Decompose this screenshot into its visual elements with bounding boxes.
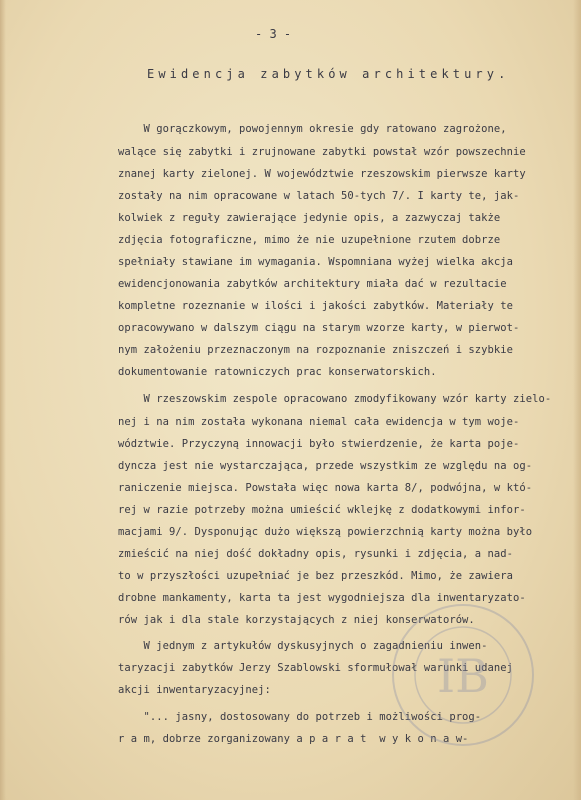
text-line: dokumentowanie ratowniczych prac konserwatorskich. [118, 366, 437, 378]
text-line: dyncza jest nie wystarczająca, przede wszystkim ze względu na og- [118, 460, 533, 472]
text-line: zdjęcia fotograficzne, mimo że nie uzupełnione rzutem dobrze [118, 234, 501, 246]
text-line: W gorączkowym, powojennym okresie gdy ratowano zagrożone, [118, 123, 507, 135]
page-title: Ewidencja zabytków architektury. [147, 67, 510, 81]
text-line: W jednym z artykułów dyskusyjnych o zagadnieniu inwen- [118, 640, 488, 652]
text-line: taryzacji zabytków Jerzy Szablowski sformułował warunki udanej [118, 662, 514, 674]
page-number: - 3 - [255, 27, 292, 41]
text-line: ewidencjonowania zabytków architektury miała dać w rezultacie [118, 278, 507, 290]
text-line: akcji inwentaryzacyjnej: [118, 684, 271, 696]
text-line: zostały na nim opracowane w latach 50-tych 7/. I karty te, jak- [118, 190, 520, 202]
paper-edge-right [573, 0, 581, 800]
text-line: wództwie. Przyczyną innowacji było stwierdzenie, że karta poje- [118, 438, 520, 450]
text-line: walące się zabytki i zrujnowane zabytki powstał wzór powszechnie [118, 146, 526, 158]
svg-text:IB: IB [437, 649, 489, 703]
text-line: opracowywano w dalszym ciągu na starym wzorze karty, w pierwot- [118, 322, 520, 334]
text-line: nej i na nim została wykonana niemal cała ewidencja w tym woje- [118, 416, 520, 428]
text-line: raniczenie miejsca. Powstała więc nowa karta 8/, podwójna, w któ- [118, 482, 533, 494]
text-line: kolwiek z reguły zawierające jedynie opis, a zazwyczaj także [118, 212, 501, 224]
stamp-seal-icon [388, 600, 538, 750]
text-line: "... jasny, dostosowany do potrzeb i możliwości prog- [118, 711, 482, 723]
text-line: nym założeniu przeznaczonym na rozpoznanie zniszczeń i szybkie [118, 344, 514, 356]
text-line: zmieścić na niej dość dokładny opis, rysunki i zdjęcia, a nad- [118, 548, 514, 560]
library-stamp [388, 600, 538, 750]
text-line: znanej karty zielonej. W województwie rzeszowskim pierwsze karty [118, 168, 526, 180]
text-line: spełniały stawiane im wymagania. Wspomniana wyżej wielka akcja [118, 256, 514, 268]
text-line: r a m, dobrze zorganizowany a p a r a t w y k o n a w- [118, 733, 469, 745]
text-line: macjami 9/. Dysponując dużo większą powierzchnią karty można było [118, 526, 533, 538]
text-line: to w przyszłości uzupełniać je bez przeszkód. Mimo, że zawiera [118, 570, 514, 582]
paper-edge-left [0, 0, 6, 800]
text-line: rej w razie potrzeby można umieścić wklejkę z dodatkowymi infor- [118, 504, 526, 516]
text-line: drobne mankamenty, karta ta jest wygodniejsza dla inwentaryzato- [118, 592, 526, 604]
text-line: W rzeszowskim zespole opracowano zmodyfikowany wzór karty zielo- [118, 393, 552, 405]
text-line: rów jak i dla stale korzystających z niej konserwatorów. [118, 614, 475, 626]
text-line: kompletne rozeznanie w ilości i jakości zabytków. Materiały te [118, 300, 514, 312]
